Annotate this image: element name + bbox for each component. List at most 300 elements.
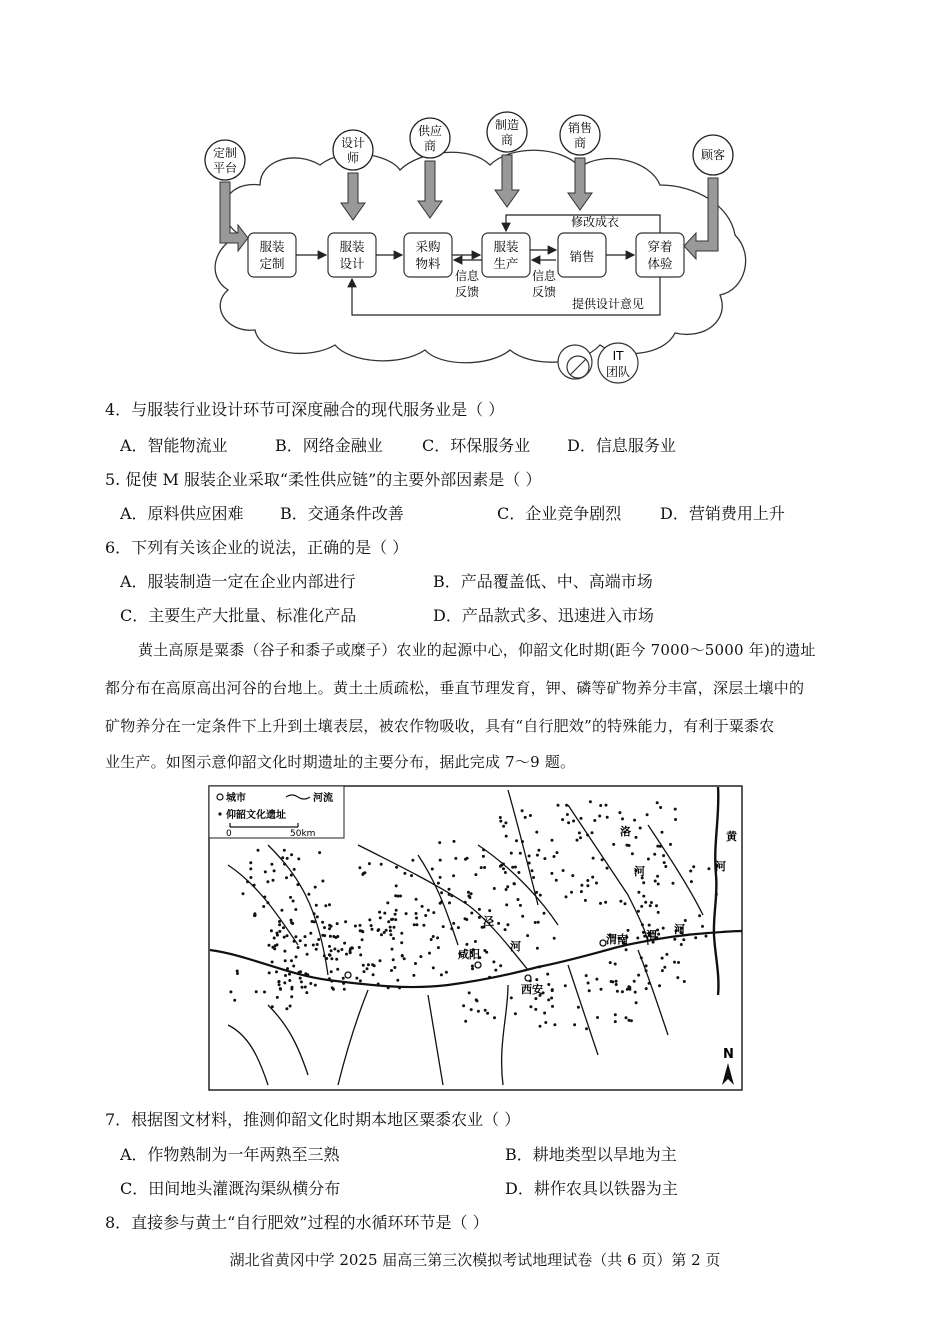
- site-dot: [618, 811, 621, 814]
- site-dot: [592, 857, 595, 860]
- site-dot: [389, 933, 392, 936]
- site-dot: [698, 914, 701, 917]
- site-dot: [634, 991, 637, 994]
- site-dot: [551, 1005, 554, 1008]
- question-6-option-b: B．产品覆盖低、中、高端市场: [433, 572, 653, 591]
- actor-label: 商: [423, 139, 437, 153]
- site-dot: [661, 969, 664, 972]
- question-7-option-d: D．耕作农具以铁器为主: [505, 1179, 678, 1198]
- site-dot: [692, 865, 695, 868]
- site-dot: [355, 977, 358, 980]
- legend-scale-zero: 0: [226, 829, 232, 839]
- site-dot: [390, 918, 393, 921]
- site-dot: [437, 946, 440, 949]
- site-dot: [519, 852, 522, 855]
- site-dot: [614, 1020, 617, 1023]
- step-tryon: [636, 233, 684, 277]
- site-dot: [377, 929, 380, 932]
- site-dot: [363, 970, 366, 973]
- site-dot: [586, 884, 589, 887]
- site-dot: [415, 917, 418, 920]
- site-dot: [661, 957, 664, 960]
- label-xian: 西安: [521, 983, 543, 996]
- site-dot: [340, 948, 343, 951]
- site-dot: [288, 979, 291, 982]
- site-dot: [343, 942, 346, 945]
- site-dot: [249, 867, 252, 870]
- site-dot: [292, 900, 295, 903]
- site-dot: [539, 894, 542, 897]
- site-dot: [609, 961, 612, 964]
- feedback-label: 反馈: [454, 285, 480, 299]
- site-dot: [437, 882, 440, 885]
- site-dot: [266, 901, 269, 904]
- question-6-option-d: D．产品款式多、迅速进入市场: [433, 606, 654, 625]
- site-dot: [499, 816, 502, 819]
- site-dot: [304, 986, 307, 989]
- site-dot: [466, 857, 469, 860]
- site-dot: [292, 965, 295, 968]
- question-5-option-c: C．企业竞争剧烈: [497, 504, 622, 523]
- site-dot: [361, 938, 364, 941]
- site-dot: [439, 902, 442, 905]
- step-label: 销售: [569, 249, 595, 264]
- site-dot: [669, 843, 672, 846]
- site-dot: [505, 888, 508, 891]
- step-label: 服装: [339, 239, 365, 254]
- site-dot: [637, 910, 640, 913]
- legend-river: 河流: [313, 793, 333, 804]
- actor-label: 师: [346, 151, 360, 165]
- site-dot: [249, 876, 252, 879]
- site-dot: [392, 937, 395, 940]
- site-dot: [266, 880, 269, 883]
- step-purchase: [404, 233, 452, 277]
- site-dot: [661, 831, 664, 834]
- question-5-option-a: A．原料供应困难: [120, 504, 244, 523]
- it-label: IT: [612, 349, 624, 363]
- site-dot: [330, 970, 333, 973]
- site-dot: [478, 908, 481, 911]
- site-dot: [359, 929, 362, 932]
- question-6-option-c: C．主要生产大批量、标准化产品: [120, 606, 357, 625]
- question-7-option-c: C．田间地头灌溉沟渠纵横分布: [120, 1179, 341, 1198]
- site-dot: [370, 924, 373, 927]
- site-dot: [591, 876, 594, 879]
- site-dot: [362, 964, 365, 967]
- site-dot: [534, 1008, 537, 1011]
- site-dot: [387, 986, 390, 989]
- site-dot: [493, 1016, 496, 1019]
- actor-platform: [205, 140, 245, 180]
- site-dot: [283, 936, 286, 939]
- actor-label: 顾客: [700, 148, 726, 162]
- step-label: 体验: [647, 256, 673, 271]
- arrow-bent-icon: [684, 178, 718, 259]
- site-dot: [624, 902, 627, 905]
- modify-label: 修改成衣: [570, 215, 620, 229]
- site-dot: [400, 941, 403, 944]
- site-dot: [555, 879, 558, 882]
- site-dot: [480, 866, 483, 869]
- site-dot: [321, 921, 324, 924]
- site-dot: [474, 940, 477, 943]
- site-dot: [640, 905, 643, 908]
- site-dot: [506, 885, 509, 888]
- question-7-option-a: A．作物熟制为一年两熟至三熟: [120, 1145, 340, 1164]
- label-wei-he: 河: [674, 923, 685, 936]
- site-dot: [323, 926, 326, 929]
- site-dot: [289, 896, 292, 899]
- site-dot: [656, 801, 659, 804]
- site-dot: [514, 866, 517, 869]
- site-dot: [677, 961, 680, 964]
- step-label: 生产: [493, 256, 519, 271]
- site-dot: [290, 919, 293, 922]
- question-8-stem: 8．直接参与黄土“自行肥效”过程的水循环环节是（ ）: [105, 1213, 489, 1232]
- site-dot: [646, 813, 649, 816]
- site-dot: [506, 923, 509, 926]
- site-dot: [396, 979, 399, 982]
- site-dot: [572, 820, 575, 823]
- step-design: [328, 233, 376, 277]
- site-dot: [273, 937, 276, 940]
- site-dot: [635, 836, 638, 839]
- site-dot: [619, 900, 622, 903]
- site-dot: [529, 1005, 532, 1008]
- site-dot: [295, 955, 298, 958]
- site-dot: [371, 963, 374, 966]
- site-dot: [464, 1020, 467, 1023]
- site-dot: [526, 934, 529, 937]
- site-dot: [290, 874, 293, 877]
- site-dot: [606, 867, 609, 870]
- site-dot: [521, 809, 524, 812]
- label-huang-he: 河: [715, 860, 726, 873]
- actor-label: 供应: [417, 124, 443, 138]
- site-dot: [610, 980, 613, 983]
- it-label: 团队: [605, 365, 631, 379]
- site-dot: [497, 922, 500, 925]
- question-4-option-b: B．网络金融业: [275, 436, 383, 455]
- site-dot: [299, 977, 302, 980]
- site-dot: [627, 985, 630, 988]
- arrow-down-icon: [418, 161, 442, 218]
- site-dot: [328, 953, 331, 956]
- site-dot: [547, 998, 550, 1001]
- site-dot: [621, 817, 624, 820]
- site-dot: [328, 924, 331, 927]
- site-dot: [536, 947, 539, 950]
- it-team: [558, 343, 638, 383]
- site-dot: [278, 983, 281, 986]
- site-dot: [262, 905, 265, 908]
- site-dot: [359, 953, 362, 956]
- site-dot: [313, 920, 316, 923]
- site-dot: [263, 991, 266, 994]
- site-dot: [397, 895, 400, 898]
- site-dot: [606, 816, 609, 819]
- site-dot: [454, 857, 457, 860]
- question-5-option-b: B．交通条件改善: [280, 504, 404, 523]
- site-dot: [537, 921, 540, 924]
- site-dot: [484, 1009, 487, 1012]
- site-dot: [392, 958, 395, 961]
- site-dot: [462, 1004, 465, 1007]
- site-dot: [307, 893, 310, 896]
- site-dot: [285, 1007, 288, 1010]
- site-dot: [601, 858, 604, 861]
- step-label: 采购: [415, 239, 441, 254]
- site-dot: [336, 968, 339, 971]
- site-dot: [483, 866, 486, 869]
- site-dot: [485, 951, 488, 954]
- site-dot: [471, 965, 474, 968]
- site-dot: [673, 938, 676, 941]
- site-dot: [366, 967, 369, 970]
- site-dot: [528, 862, 531, 865]
- site-dot: [380, 933, 383, 936]
- map-legend: [209, 786, 344, 839]
- site-dot: [680, 943, 683, 946]
- site-dot: [377, 983, 380, 986]
- site-dot: [314, 984, 317, 987]
- site-dot: [271, 946, 274, 949]
- site-dot: [389, 926, 392, 929]
- site-dot: [589, 800, 592, 803]
- site-dot: [427, 909, 430, 912]
- site-dot: [584, 899, 587, 902]
- site-dot: [649, 904, 652, 907]
- step-label: 服装: [493, 239, 519, 254]
- site-dot: [707, 867, 710, 870]
- site-dot: [290, 995, 293, 998]
- site-dot: [705, 935, 708, 938]
- site-dot: [354, 925, 357, 928]
- suggest-label: 提供设计意见: [571, 297, 645, 311]
- site-dot: [350, 946, 353, 949]
- site-dot: [424, 914, 427, 917]
- site-dot: [586, 879, 589, 882]
- site-dot: [535, 891, 538, 894]
- actor-label: 商: [573, 136, 587, 150]
- question-5-stem: 5. 促使 M 服装企业采取“柔性供应链”的主要外部因素是（ ）: [105, 470, 542, 489]
- site-dot: [477, 1010, 480, 1013]
- site-dot: [585, 1027, 588, 1030]
- site-dot: [321, 880, 324, 883]
- arrow-down-icon: [341, 173, 365, 220]
- site-dot: [344, 920, 347, 923]
- step-custom: [248, 233, 296, 277]
- site-dot: [422, 924, 425, 927]
- site-dot: [662, 927, 665, 930]
- site-dot: [650, 901, 653, 904]
- site-dot: [521, 915, 524, 918]
- site-dot: [325, 957, 328, 960]
- site-dot: [535, 831, 538, 834]
- site-dot: [283, 863, 286, 866]
- site-dot: [642, 895, 645, 898]
- site-dot: [551, 988, 554, 991]
- site-dot: [403, 957, 406, 960]
- site-dot: [440, 973, 443, 976]
- site-dot: [450, 894, 453, 897]
- site-dot: [410, 874, 413, 877]
- site-dot: [658, 984, 661, 987]
- site-dot: [494, 969, 497, 972]
- site-dot: [471, 967, 474, 970]
- site-dot: [576, 839, 579, 842]
- site-dot: [524, 816, 527, 819]
- site-dot: [286, 934, 289, 937]
- site-dot: [349, 951, 352, 954]
- site-dot: [653, 853, 656, 856]
- site-dot: [625, 1016, 628, 1019]
- site-dot: [701, 925, 704, 928]
- site-dot: [511, 866, 514, 869]
- site-dot: [278, 923, 281, 926]
- site-dot: [488, 976, 491, 979]
- site-dot: [328, 945, 331, 948]
- site-dot: [255, 990, 258, 993]
- site-dot: [521, 840, 524, 843]
- site-dot: [394, 918, 397, 921]
- actor-seller: [560, 115, 600, 155]
- site-dot: [492, 960, 495, 963]
- site-dot: [394, 913, 397, 916]
- site-dot: [400, 932, 403, 935]
- site-dot: [413, 923, 416, 926]
- site-dot: [293, 940, 296, 943]
- north-label: N: [723, 1047, 734, 1062]
- site-dot: [445, 971, 448, 974]
- site-dot: [502, 867, 505, 870]
- site-dot: [534, 997, 537, 1000]
- site-dot: [412, 974, 415, 977]
- site-dot: [470, 912, 473, 915]
- site-dot: [290, 921, 293, 924]
- site-dot: [510, 852, 513, 855]
- site-dot: [270, 863, 273, 866]
- site-dot: [304, 935, 307, 938]
- label-luo-he: 河: [634, 865, 645, 878]
- site-dot: [468, 991, 471, 994]
- site-dot: [278, 920, 281, 923]
- site-dot: [317, 938, 320, 941]
- page-footer: 湖北省黄冈中学 2025 届高三第三次模拟考试地理试卷（共 6 页）第 2 页: [229, 1251, 721, 1269]
- site-dot: [290, 853, 293, 856]
- actor-label: 制造: [494, 118, 520, 132]
- label-luo: 洛: [620, 825, 631, 838]
- passage-line: 矿物养分在一定条件下上升到土壤表层，被农作物吸收，具有“自行肥效”的特殊能力，有利于粟黍农: [105, 717, 775, 735]
- site-dot: [363, 871, 366, 874]
- site-dot: [546, 973, 549, 976]
- label-wei: 渭: [646, 929, 657, 942]
- site-dot: [564, 984, 567, 987]
- site-dot: [532, 876, 535, 879]
- site-dot: [268, 971, 271, 974]
- site-dot: [587, 982, 590, 985]
- site-dot: [539, 1025, 542, 1028]
- site-dot: [297, 946, 300, 949]
- site-dot: [393, 926, 396, 929]
- site-dot: [297, 857, 300, 860]
- actor-label: 销售: [567, 121, 593, 135]
- site-dot: [448, 893, 451, 896]
- site-dot: [457, 926, 460, 929]
- site-dot: [306, 953, 309, 956]
- site-dot: [674, 808, 677, 811]
- actor-manufacturer: [487, 112, 527, 152]
- site-dot: [657, 911, 660, 914]
- site-dot: [517, 898, 520, 901]
- site-dot: [318, 851, 321, 854]
- site-dot: [644, 901, 647, 904]
- passage-line: 都分布在高原高出河谷的台地上。黄土土质疏松，垂直节理发育，钾、磷等矿物养分丰富，深层土壤中的: [105, 679, 805, 697]
- site-dot: [293, 868, 296, 871]
- site-dot: [505, 903, 508, 906]
- site-dot: [438, 841, 441, 844]
- site-dot: [371, 928, 374, 931]
- site-dot: [580, 884, 583, 887]
- site-dot: [380, 863, 383, 866]
- actor-supplier: [410, 118, 450, 158]
- feedback-label: 信息: [454, 269, 480, 283]
- site-dot: [659, 845, 662, 848]
- step-production: [482, 233, 530, 277]
- site-dot: [648, 982, 651, 985]
- site-dot: [271, 1005, 274, 1008]
- site-dot: [476, 999, 479, 1002]
- site-dot: [598, 815, 601, 818]
- site-dot: [470, 1008, 473, 1011]
- site-dot: [273, 869, 276, 872]
- site-dot: [305, 991, 308, 994]
- site-dot: [337, 950, 340, 953]
- site-dot: [580, 817, 583, 820]
- feedback-label: 信息: [531, 269, 557, 283]
- site-dot: [330, 980, 333, 983]
- site-dot: [316, 915, 319, 918]
- site-dot: [561, 818, 564, 821]
- site-dot: [330, 957, 333, 960]
- site-dot: [309, 932, 312, 935]
- site-dot: [383, 912, 386, 915]
- site-dot: [659, 806, 662, 809]
- arrow-down-icon: [495, 155, 519, 207]
- site-dot: [550, 997, 553, 1000]
- site-dot: [272, 879, 275, 882]
- site-dot: [387, 920, 390, 923]
- site-dot: [553, 855, 556, 858]
- site-dot: [264, 870, 267, 873]
- site-dot: [439, 876, 442, 879]
- question-4-stem: 4．与服装行业设计环节可深度融合的现代服务业是（ ）: [105, 400, 505, 419]
- site-dot: [570, 891, 573, 894]
- site-dot: [328, 903, 331, 906]
- site-dot: [284, 974, 287, 977]
- site-dot: [593, 819, 596, 822]
- site-dot: [342, 982, 345, 985]
- site-dot: [359, 979, 362, 982]
- site-dot: [537, 849, 540, 852]
- site-dot: [405, 912, 408, 915]
- site-dot: [284, 959, 287, 962]
- site-dot: [627, 1019, 630, 1022]
- site-dot: [488, 909, 491, 912]
- site-dot: [562, 869, 565, 872]
- site-dot: [630, 1019, 633, 1022]
